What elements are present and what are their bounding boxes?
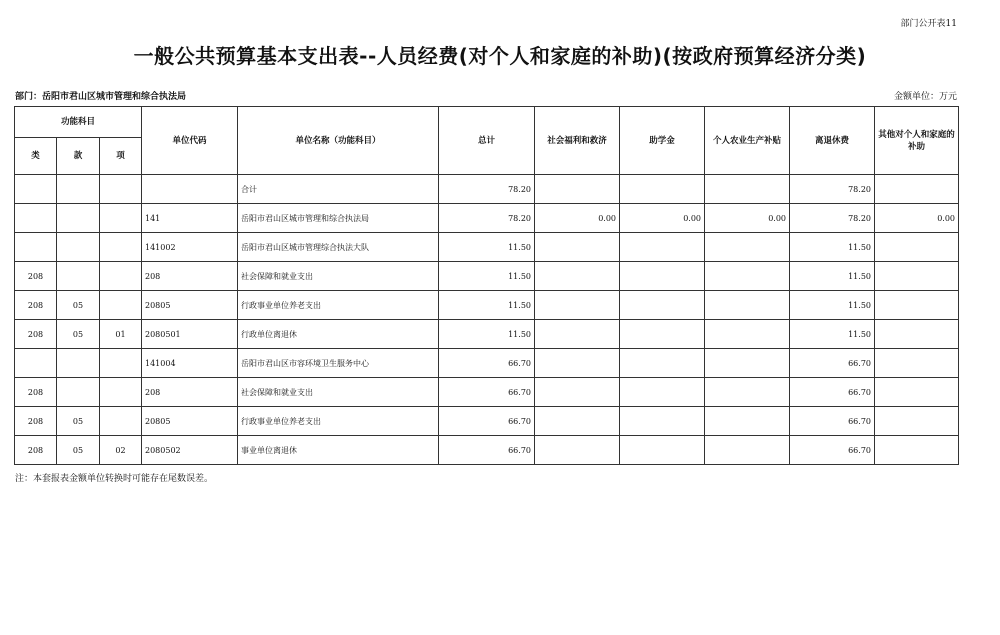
cell-welfare xyxy=(535,320,620,349)
cell-total: 66.70 xyxy=(439,378,535,407)
cell-name: 事业单位离退休 xyxy=(238,436,439,465)
cell-total: 78.20 xyxy=(439,204,535,233)
cell-lei xyxy=(15,204,57,233)
cell-agri xyxy=(705,378,790,407)
cell-lei xyxy=(15,175,57,204)
cell-total: 78.20 xyxy=(439,175,535,204)
cell-agri: 0.00 xyxy=(705,204,790,233)
cell-kuan: 05 xyxy=(57,320,100,349)
cell-code: 20805 xyxy=(142,407,238,436)
cell-scholarship xyxy=(620,436,705,465)
cell-scholarship xyxy=(620,407,705,436)
cell-code: 2080501 xyxy=(142,320,238,349)
cell-welfare xyxy=(535,407,620,436)
cell-retire: 66.70 xyxy=(790,378,875,407)
cell-agri xyxy=(705,407,790,436)
header-unit-code: 单位代码 xyxy=(142,107,238,175)
cell-kuan xyxy=(57,175,100,204)
cell-name: 行政事业单位养老支出 xyxy=(238,407,439,436)
cell-scholarship xyxy=(620,291,705,320)
table-row xyxy=(15,407,959,436)
cell-code: 141 xyxy=(142,204,238,233)
department-label: 部门：岳阳市君山区城市管理和综合执法局 xyxy=(15,92,187,102)
cell-lei xyxy=(15,233,57,262)
cell-lei: 208 xyxy=(15,262,57,291)
cell-scholarship xyxy=(620,378,705,407)
cell-lei: 208 xyxy=(15,407,57,436)
cell-xiang xyxy=(100,233,142,262)
table-row xyxy=(15,378,959,407)
cell-other xyxy=(875,436,959,465)
cell-scholarship xyxy=(620,262,705,291)
cell-scholarship xyxy=(620,175,705,204)
cell-agri xyxy=(705,320,790,349)
table-row xyxy=(15,204,959,233)
cell-name: 岳阳市君山区市容环境卫生服务中心 xyxy=(238,349,439,378)
table-row xyxy=(15,291,959,320)
cell-other xyxy=(875,407,959,436)
cell-xiang xyxy=(100,262,142,291)
cell-xiang xyxy=(100,378,142,407)
cell-xiang xyxy=(100,175,142,204)
cell-xiang xyxy=(100,291,142,320)
header-agri-subsidy: 个人农业生产补贴 xyxy=(705,107,790,175)
cell-welfare xyxy=(535,436,620,465)
cell-other xyxy=(875,175,959,204)
header-welfare: 社会福利和救济 xyxy=(535,107,620,175)
cell-kuan xyxy=(57,349,100,378)
cell-total: 66.70 xyxy=(439,407,535,436)
cell-kuan xyxy=(57,204,100,233)
cell-agri xyxy=(705,291,790,320)
cell-scholarship xyxy=(620,320,705,349)
cell-retire: 78.20 xyxy=(790,175,875,204)
cell-xiang xyxy=(100,204,142,233)
table-row xyxy=(15,349,959,378)
header-lei: 类 xyxy=(15,138,57,175)
cell-welfare xyxy=(535,378,620,407)
cell-other xyxy=(875,378,959,407)
header-retirement: 离退休费 xyxy=(790,107,875,175)
cell-xiang xyxy=(100,349,142,378)
cell-xiang xyxy=(100,407,142,436)
cell-xiang: 02 xyxy=(100,436,142,465)
cell-total: 11.50 xyxy=(439,291,535,320)
cell-code: 2080502 xyxy=(142,436,238,465)
cell-other xyxy=(875,320,959,349)
cell-code xyxy=(142,175,238,204)
table-row xyxy=(15,233,959,262)
header-func-subject: 功能科目 xyxy=(15,107,142,138)
table-row xyxy=(15,262,959,291)
header-scholarship: 助学金 xyxy=(620,107,705,175)
cell-name: 行政单位离退休 xyxy=(238,320,439,349)
cell-welfare xyxy=(535,349,620,378)
cell-xiang: 01 xyxy=(100,320,142,349)
cell-other xyxy=(875,291,959,320)
cell-other: 0.00 xyxy=(875,204,959,233)
cell-total: 11.50 xyxy=(439,262,535,291)
cell-name: 岳阳市君山区城市管理综合执法大队 xyxy=(238,233,439,262)
header-other-subsidy: 其他对个人和家庭的补助 xyxy=(875,107,959,175)
cell-total: 66.70 xyxy=(439,436,535,465)
page-title: 一般公共预算基本支出表--人员经费(对个人和家庭的补助)(按政府预算经济分类) xyxy=(133,44,867,68)
table-row xyxy=(15,436,959,465)
cell-other xyxy=(875,233,959,262)
cell-other xyxy=(875,349,959,378)
cell-welfare: 0.00 xyxy=(535,204,620,233)
cell-agri xyxy=(705,175,790,204)
cell-retire: 11.50 xyxy=(790,291,875,320)
header-kuan: 款 xyxy=(57,138,100,175)
cell-retire: 78.20 xyxy=(790,204,875,233)
cell-total: 66.70 xyxy=(439,349,535,378)
budget-table xyxy=(14,106,959,465)
cell-lei: 208 xyxy=(15,291,57,320)
form-number: 部门公开表11 xyxy=(900,19,957,29)
cell-retire: 66.70 xyxy=(790,407,875,436)
header-xiang: 项 xyxy=(100,138,142,175)
cell-kuan xyxy=(57,378,100,407)
cell-lei xyxy=(15,349,57,378)
cell-code: 141004 xyxy=(142,349,238,378)
header-total: 总计 xyxy=(439,107,535,175)
cell-scholarship xyxy=(620,349,705,378)
cell-agri xyxy=(705,436,790,465)
cell-code: 208 xyxy=(142,378,238,407)
table-row xyxy=(15,320,959,349)
cell-retire: 11.50 xyxy=(790,233,875,262)
cell-lei: 208 xyxy=(15,320,57,349)
cell-welfare xyxy=(535,291,620,320)
cell-code: 20805 xyxy=(142,291,238,320)
cell-scholarship xyxy=(620,233,705,262)
cell-kuan xyxy=(57,233,100,262)
cell-retire: 11.50 xyxy=(790,262,875,291)
cell-scholarship: 0.00 xyxy=(620,204,705,233)
cell-agri xyxy=(705,233,790,262)
cell-lei: 208 xyxy=(15,436,57,465)
amount-unit-label: 金额单位：万元 xyxy=(893,92,957,102)
cell-code: 208 xyxy=(142,262,238,291)
cell-name: 行政事业单位养老支出 xyxy=(238,291,439,320)
cell-name: 合计 xyxy=(238,175,439,204)
footnote: 注：本套报表金额单位转换时可能存在尾数误差。 xyxy=(15,474,214,484)
cell-total: 11.50 xyxy=(439,233,535,262)
cell-welfare xyxy=(535,262,620,291)
cell-welfare xyxy=(535,233,620,262)
cell-agri xyxy=(705,349,790,378)
cell-retire: 11.50 xyxy=(790,320,875,349)
cell-other xyxy=(875,262,959,291)
cell-retire: 66.70 xyxy=(790,436,875,465)
cell-welfare xyxy=(535,175,620,204)
header-unit-name: 单位名称（功能科目） xyxy=(238,107,439,175)
table-row xyxy=(15,175,959,204)
cell-name: 社会保障和就业支出 xyxy=(238,262,439,291)
cell-kuan xyxy=(57,262,100,291)
cell-code: 141002 xyxy=(142,233,238,262)
cell-kuan: 05 xyxy=(57,407,100,436)
cell-retire: 66.70 xyxy=(790,349,875,378)
cell-kuan: 05 xyxy=(57,291,100,320)
cell-total: 11.50 xyxy=(439,320,535,349)
cell-agri xyxy=(705,262,790,291)
cell-name: 社会保障和就业支出 xyxy=(238,378,439,407)
cell-kuan: 05 xyxy=(57,436,100,465)
cell-lei: 208 xyxy=(15,378,57,407)
cell-name: 岳阳市君山区城市管理和综合执法局 xyxy=(238,204,439,233)
